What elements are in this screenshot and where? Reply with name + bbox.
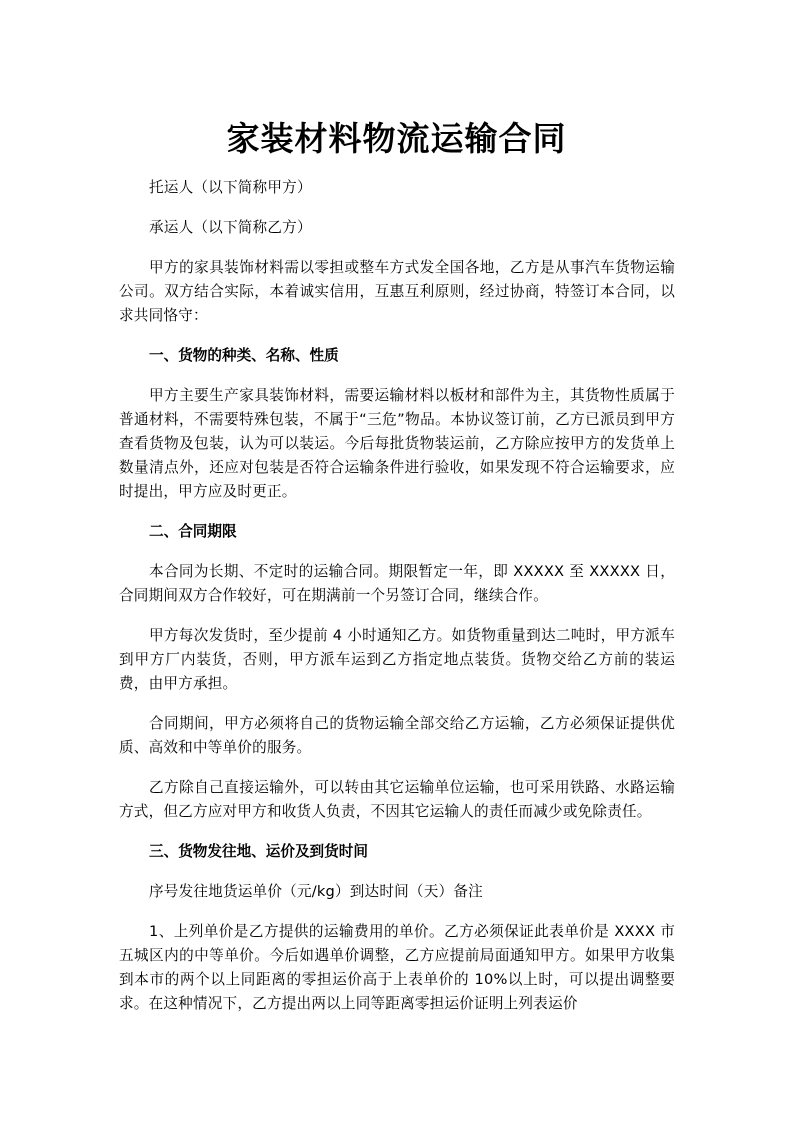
paragraph-goods: 甲方主要生产家具装饰材料，需要运输材料以板材和部件为主，其货物性质属于普通材料，不需要特殊包装，不属于“三危”物品。本协议签订前，乙方已派员到甲方查看货物及包装，认为可以装运。今后每批货物装运前，乙方除应按甲方的发货单上数量清点外，还应对包装是否符合运输条件进行验收，如果发现不符合运输要求，应时提出，甲方应及时更正。 bbox=[119, 387, 675, 500]
document-title: 家装材料物流运输合同 bbox=[226, 119, 567, 158]
paragraph-subcontract: 乙方除自己直接运输外，可以转由其它运输单位运输，也可采用铁路、水路运输方式，但乙方应对甲方和收货人负责，不因其它运输人的责任而减少或免除责任。 bbox=[119, 779, 675, 820]
paragraph-term: 本合同为长期、不定时的运输合同。期限暂定一年，即 XXXXX 至 XXXXX 日，合同期间双方合作较好，可在期满前一个另签订合同，继续合作。 bbox=[119, 563, 675, 604]
paragraph-exclusive: 合同期间，甲方必须将自己的货物运输全部交给乙方运输，乙方必须保证提供优质、高效和中等单价的服务。 bbox=[119, 715, 675, 756]
paragraph-notice: 甲方每次发货时，至少提前 4 小时通知乙方。如货物重量到达二吨时，甲方派车到甲方厂内装货，否则，甲方派车运到乙方指定地点装货。货物交给乙方前的装运费，由甲方承担。 bbox=[119, 627, 675, 692]
paragraph-consignor: 托运人（以下简称甲方） bbox=[149, 179, 312, 196]
paragraph-price-clause: 1、上列单价是乙方提供的运输费用的单价。乙方必须保证此表单价是 XXXX 市五城区内的中等单价。今后如遇单价调整，乙方应提前局面通知甲方。如果甲方收集到本市的两个以上同距离的零担运价高于上表单价的 10%以上时，可以提出调整要求。在这种情况下，乙方提出两以上同等距离零担运价证明上列表运价 bbox=[119, 923, 675, 1012]
paragraph-intro: 甲方的家具装饰材料需以零担或整车方式发全国各地，乙方是从事汽车货物运输公司。双方结合实际，本着诚实信用，互惠互利原则，经过协商，特签订本合同，以求共同恪守： bbox=[119, 259, 675, 324]
document-body bbox=[119, 176, 675, 1032]
section-heading-goods: 一、货物的种类、名称、性质 bbox=[149, 347, 339, 364]
section-heading-destination: 三、货物发往地、运价及到货时间 bbox=[149, 843, 368, 860]
paragraph-table-header: 序号发往地货运单价（元/kg）到达时间（天）备注 bbox=[149, 883, 483, 900]
section-heading-term: 二、合同期限 bbox=[149, 523, 237, 540]
paragraph-carrier: 承运人（以下简称乙方） bbox=[149, 219, 312, 236]
